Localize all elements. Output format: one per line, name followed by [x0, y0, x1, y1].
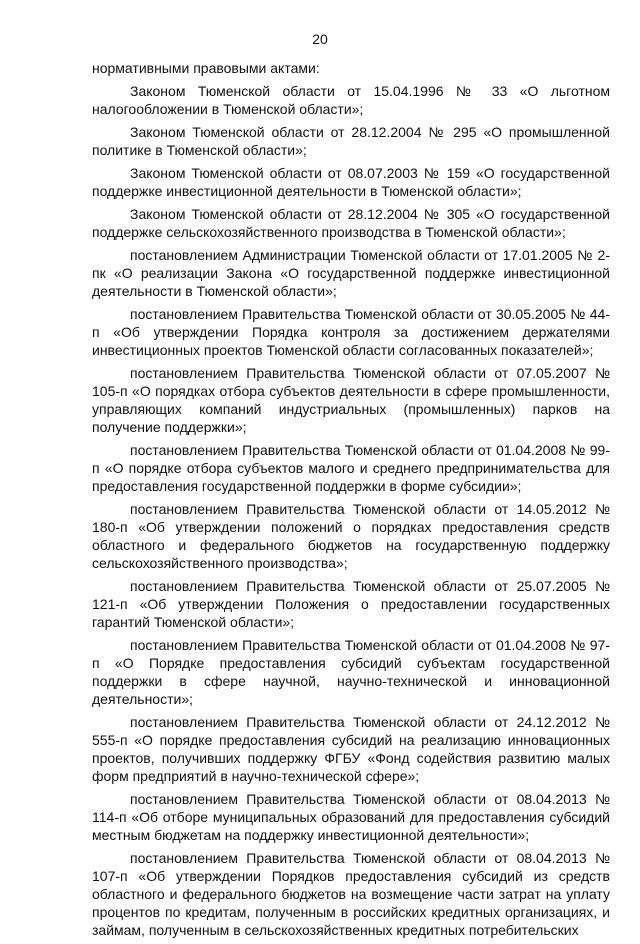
paragraph-resolution-97p: постановлением Правительства Тюменской области от 01.04.2008 № 97-п «О Порядке предоставления субсидий субъектам государственной поддержки в сфере научной, научно-технической и инновационной деятельности»; — [92, 637, 610, 707]
paragraph-resolution-114p: постановлением Правительства Тюменской области от 08.04.2013 № 114-п «Об отборе муниципальных образований для предоставления субсидий местным бюджетам на поддержку инвестиционной деятельности»; — [92, 791, 610, 843]
paragraph-intro: нормативными правовыми актами: — [92, 60, 320, 76]
paragraph-resolution-555p: постановлением Правительства Тюменской области от 24.12.2012 № 555-п «О порядке предоставления субсидий на реализацию инновационных проектов, получивших поддержку ФГБУ «Фонд содействия развитию малых форм предприятий в научно-технической сфере»; — [92, 714, 610, 784]
paragraph-resolution-2pk: постановлением Администрации Тюменской области от 17.01.2005 № 2-пк «О реализации Закона «О государственной поддержке инвестиционной деятельности в Тюменской области»; — [92, 247, 610, 299]
paragraph-law-159: Законом Тюменской области от 08.07.2003 № 159 «О государственной поддержке инвестиционной деятельности в Тюменской области»; — [92, 165, 610, 199]
paragraph-law-295: Законом Тюменской области от 28.12.2004 № 295 «О промышленной политике в Тюменской области»; — [92, 124, 610, 158]
paragraph-law-305: Законом Тюменской области от 28.12.2004 № 305 «О государственной поддержке сельскохозяйственного производства в Тюменской области»; — [92, 206, 610, 240]
paragraph-resolution-121p: постановлением Правительства Тюменской области от 25.07.2005 № 121-п «Об утверждении Положения о предоставлении государственных гарантий Тюменской области»; — [92, 578, 610, 630]
paragraph-resolution-180p: постановлением Правительства Тюменской области от 14.05.2012 № 180-п «Об утверждении положений о порядках предоставления средств областного и федерального бюджетов на государственную поддержку сельскохозяйственного производства»; — [92, 501, 610, 571]
page-number: 20 — [312, 31, 328, 47]
paragraph-resolution-99p: постановлением Правительства Тюменской области от 01.04.2008 № 99-п «О порядке отбора субъектов малого и среднего предпринимательства для предоставления государственной поддержки в форме субсидии»; — [92, 442, 610, 494]
paragraph-law-33: Законом Тюменской области от 15.04.1996 № 33 «О льготном налогообложении в Тюменской области»; — [92, 83, 610, 117]
paragraph-resolution-105p: постановлением Правительства Тюменской области от 07.05.2007 № 105-п «О порядках отбора субъектов деятельности в сфере промышленности, управляющих компаний индустриальных (промышленных) парков на получение поддержки»; — [92, 365, 610, 435]
paragraph-resolution-107p: постановлением Правительства Тюменской области от 08.04.2013 № 107-п «Об утверждении Порядков предоставления субсидий из средств областного и федерального бюджетов на возмещение части затрат на уплату процентов по кредитам, полученным в российских кредитных организациях, и займам, полученным в сельскохозяйственных кредитных потребительских — [92, 850, 610, 938]
document-body — [92, 59, 610, 944]
paragraph-resolution-44p: постановлением Правительства Тюменской области от 30.05.2005 № 44-п «Об утверждении Порядка контроля за достижением держателями инвестиционных проектов Тюменской области согласованных показателей»; — [92, 306, 610, 358]
